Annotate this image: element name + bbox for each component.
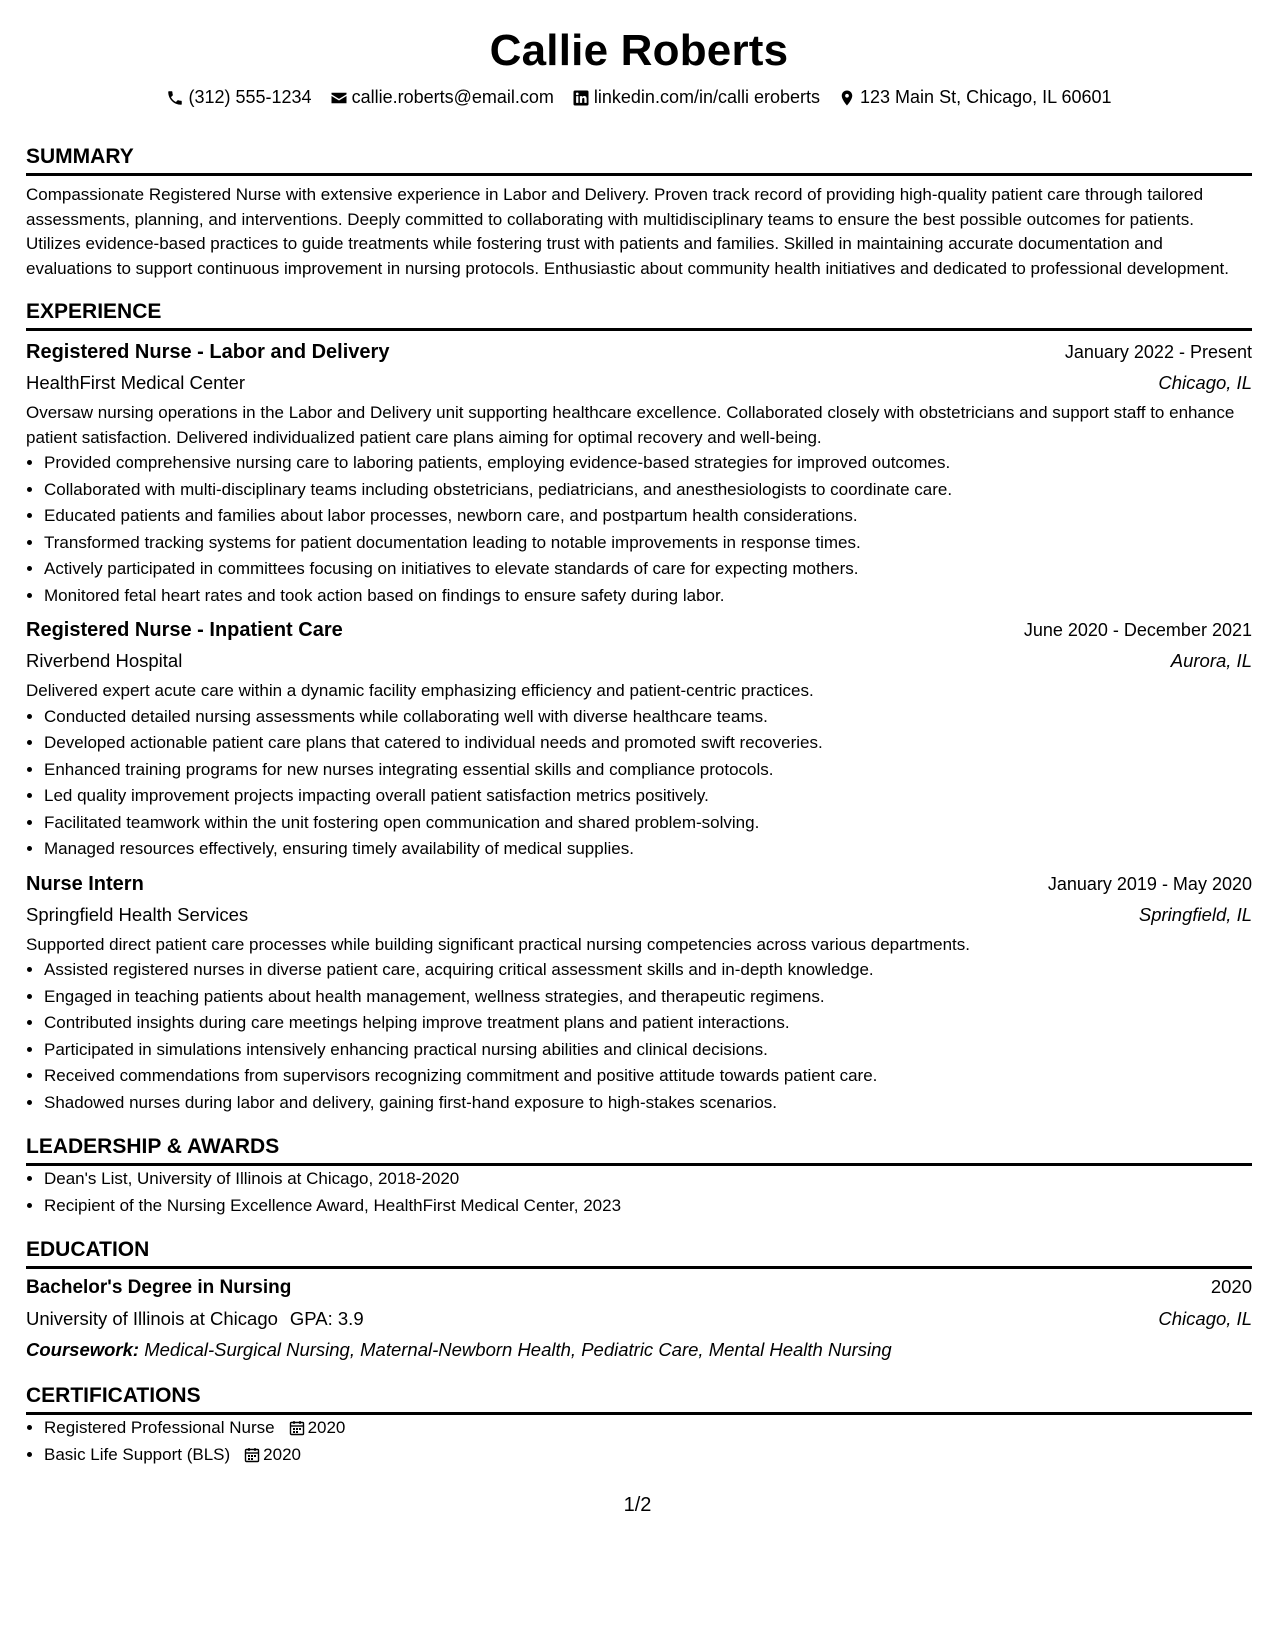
section-title-summary: SUMMARY — [26, 144, 1252, 176]
list-item: • Monitored fetal heart rates and took action based on findings to ensure safety during labor. — [44, 583, 1252, 610]
contact-linkedin[interactable] — [572, 87, 820, 108]
job-bullets — [26, 957, 1252, 1116]
leadership-section — [26, 1134, 1252, 1219]
list-item: • Conducted detailed nursing assessments while collaborating well with diverse healthcare teams. — [44, 704, 1252, 731]
envelope-icon — [330, 89, 348, 107]
phone-icon — [166, 89, 184, 107]
page-number: 1/2 — [623, 1494, 652, 1516]
awards-list — [26, 1166, 1252, 1219]
job-entry — [26, 337, 1252, 609]
list-item: • Collaborated with multi-disciplinary teams including obstetricians, pediatricians, and anesthesiologists to coordinate care. — [44, 477, 1252, 504]
contact-email[interactable] — [330, 87, 554, 108]
job-bullets — [26, 450, 1252, 609]
list-item: • Received commendations from supervisors recognizing commitment and positive attitude towards patient care. — [44, 1063, 1252, 1090]
list-item: • Contributed insights during care meetings helping improve treatment plans and patient interactions. — [44, 1010, 1252, 1037]
linkedin-text: linkedin.com/in/calli eroberts — [593, 87, 821, 107]
email-text: callie.roberts@email.com — [351, 87, 554, 107]
job-organization: HealthFirst Medical Center — [26, 372, 245, 393]
coursework — [26, 1335, 1252, 1365]
school-location: Chicago, IL — [1158, 1308, 1252, 1329]
job-organization: Springfield Health Services — [26, 903, 249, 925]
contact-phone — [166, 87, 311, 108]
job-location: Springfield, IL — [1138, 903, 1252, 925]
job-description: Supported direct patient care processes while building significant practical nursing competencies across various departments. — [26, 934, 970, 954]
list-item: • Recipient of the Nursing Excellence Award, HealthFirst Medical Center, 2023 — [44, 1193, 1252, 1220]
job-title: Registered Nurse - Labor and Delivery — [26, 341, 390, 363]
job-entry — [26, 869, 1252, 1117]
list-item — [44, 1415, 1252, 1442]
certification-name: • Basic Life Support (BLS) — [44, 1444, 231, 1464]
calendar-icon — [289, 1420, 305, 1436]
candidate-name: Callie Roberts — [489, 26, 789, 75]
job-bullets — [26, 704, 1252, 863]
list-item: • Shadowed nurses during labor and delivery, gaining first-hand exposure to high-stakes scenarios. — [44, 1090, 1252, 1117]
gpa: GPA: 3.9 — [289, 1308, 364, 1329]
job-dates: June 2020 - December 2021 — [1023, 620, 1252, 640]
job-title: Nurse Intern — [26, 872, 144, 895]
list-item: • Provided comprehensive nursing care to laboring patients, employing evidence-based strategies for improved outcomes. — [44, 450, 1252, 477]
address-text: 123 Main St, Chicago, IL 60601 — [860, 87, 1112, 107]
certification-name: • Registered Professional Nurse — [44, 1418, 275, 1437]
certification-year: 2020 — [307, 1418, 346, 1437]
job-entry — [26, 615, 1252, 863]
section-title-education: EDUCATION — [26, 1237, 1252, 1269]
job-location: Chicago, IL — [1158, 372, 1252, 393]
contact-bar — [26, 87, 1252, 108]
coursework-label: Coursework: — [26, 1339, 140, 1360]
list-item: • Assisted registered nurses in diverse patient care, acquiring critical assessment skills and in-depth knowledge. — [44, 957, 1252, 984]
job-title: Registered Nurse - Inpatient Care — [26, 619, 343, 641]
job-location: Aurora, IL — [1170, 650, 1252, 671]
education-section — [26, 1237, 1252, 1365]
list-item: • Facilitated teamwork within the unit fostering open communication and shared problem-solving. — [44, 810, 1252, 837]
coursework-list: Medical-Surgical Nursing, Maternal-Newborn Health, Pediatric Care, Mental Health Nursing — [144, 1339, 892, 1360]
school-line — [26, 1304, 364, 1334]
job-dates: January 2022 - Present — [1064, 342, 1252, 362]
list-item: • Participated in simulations intensively enhancing practical nursing abilities and clinical decisions. — [44, 1037, 1252, 1064]
list-item: • Engaged in teaching patients about health management, wellness strategies, and therapeutic regimens. — [44, 984, 1252, 1011]
list-item: • Educated patients and families about labor processes, newborn care, and postpartum health considerations. — [44, 503, 1252, 530]
degree-year: 2020 — [1210, 1276, 1252, 1297]
list-item: • Dean's List, University of Illinois at Chicago, 2018-2020 — [44, 1166, 1252, 1193]
degree-title: Bachelor's Degree in Nursing — [26, 1277, 292, 1298]
calendar-icon — [244, 1447, 260, 1463]
job-description: Oversaw nursing operations in the Labor and Delivery unit supporting healthcare excellence. Collaborated closely with obstetricians and support staff to enhance patient satisfaction. Delivered individualized patient care plans aiming for optimal recovery and well-being. — [26, 403, 1235, 447]
list-item: • Actively participated in committees focusing on initiatives to elevate standards of care for expecting mothers. — [44, 556, 1252, 583]
resume-page — [26, 0, 1252, 1468]
section-title-experience: EXPERIENCE — [26, 299, 1252, 331]
list-item: • Developed actionable patient care plans that catered to individual needs and promoted swift recoveries. — [44, 730, 1252, 757]
certifications-section — [26, 1383, 1252, 1468]
list-item: • Led quality improvement projects impacting overall patient satisfaction metrics positively. — [44, 783, 1252, 810]
summary-text: Compassionate Registered Nurse with extensive experience in Labor and Delivery. Proven track record of providing high-quality patient care through tailored assessments, planning, and interventions. Deeply committed to collaborating with multidisciplinary teams to ensure the best possible outcomes for patients. Utilizes evidence-based practices to guide treatments while fostering trust with patients and families. Skilled in maintaining accurate documentation and evaluations to support continuous improvement in nursing protocols. Enthusiastic about community health initiatives and dedicated to professional development. — [26, 185, 1229, 278]
section-title-leadership: LEADERSHIP & AWARDS — [26, 1134, 1252, 1166]
list-item: • Transformed tracking systems for patient documentation leading to notable improvements in response times. — [44, 530, 1252, 557]
linkedin-icon — [572, 89, 590, 107]
job-dates: January 2019 - May 2020 — [1047, 873, 1252, 894]
section-title-certifications: CERTIFICATIONS — [26, 1383, 1252, 1415]
list-item: • Enhanced training programs for new nurses integrating essential skills and compliance protocols. — [44, 757, 1252, 784]
certification-year: 2020 — [263, 1444, 301, 1464]
contact-address — [838, 87, 1112, 108]
school-name: University of Illinois at Chicago — [26, 1308, 278, 1329]
job-description: Delivered expert acute care within a dynamic facility emphasizing efficiency and patient-centric practices. — [26, 681, 814, 700]
certifications-list — [26, 1415, 1252, 1468]
phone-text: (312) 555-1234 — [188, 87, 312, 107]
experience-section — [26, 299, 1252, 1116]
list-item — [44, 1442, 1252, 1469]
job-organization: Riverbend Hospital — [26, 650, 183, 671]
map-marker-icon — [838, 89, 856, 107]
list-item: • Managed resources effectively, ensuring timely availability of medical supplies. — [44, 836, 1252, 863]
